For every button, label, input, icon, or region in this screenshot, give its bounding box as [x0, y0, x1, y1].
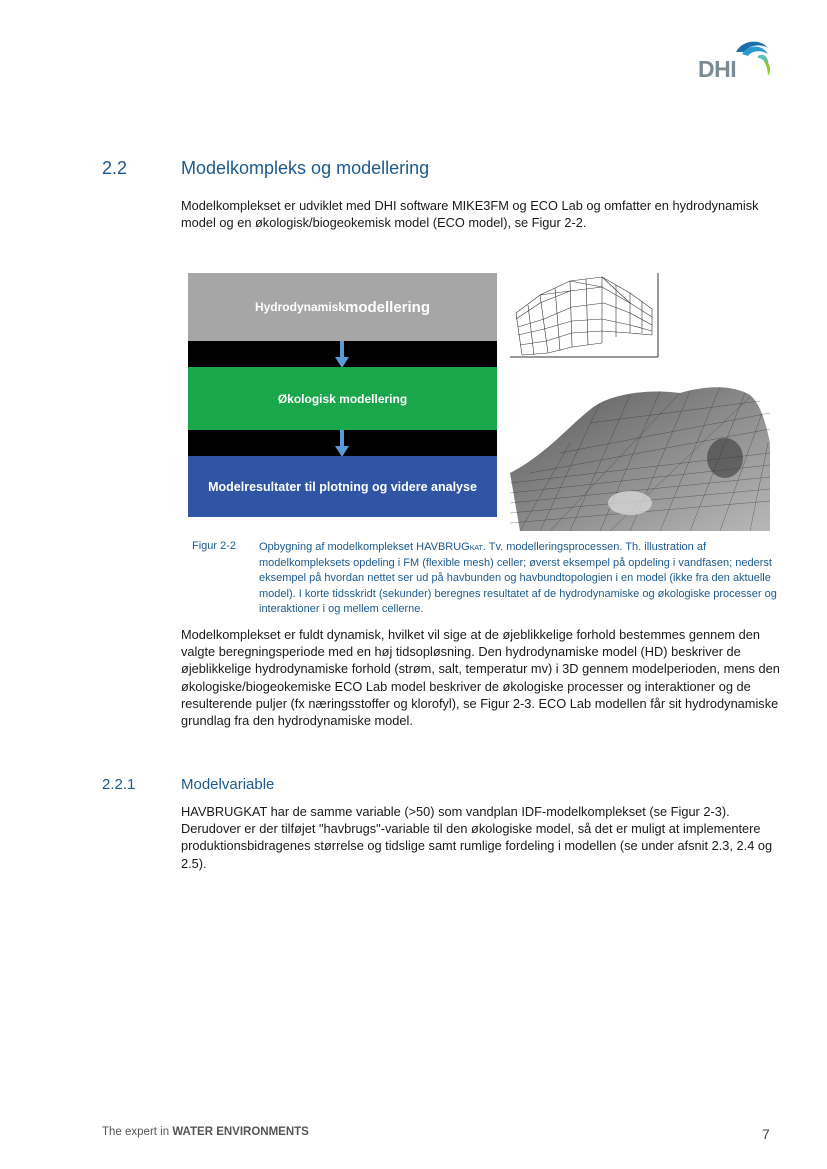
- mesh-seabed-image: [510, 383, 770, 531]
- caption-text-end: . Tv. modelleringsprocessen. Th. illustration af modelkompleksets opdeling i FM (flexible mesh) celler; øverst eksempel på opdeling i vandfasen; nederst eksempel på hvordan nettet ser ud på havbunden og havbundtopologien i en model (ikke fra den aktuelle model). I korte tidsskridt (sekunder) beregnes resultatet af de hydrodynamiske og økologiske processer og interaktioner i og mellem cellerne.: [259, 541, 777, 615]
- section-title: Modelkompleks og modellering: [181, 158, 430, 178]
- footer-tagline: [102, 1126, 309, 1138]
- footer-tagline-bold: WATER ENVIRONMENTS: [172, 1126, 309, 1138]
- figure-caption-label: Figur 2-2: [192, 540, 237, 552]
- arrow-down-icon: [335, 341, 349, 369]
- arrow-down-icon: [335, 430, 349, 458]
- caption-subscript: KAT: [469, 545, 483, 552]
- subsection-paragraph: HAVBRUGKAT har de samme variable (>50) som vandplan IDF-modelkomplekset (se Figur 2-3). Derudover er der tilføjet "havbrugs"-variable til den økologiske model, så det er muligt at implementere produktionsbidragenes størrelse og tidslige samt rumlige fordeling i modellen (se under afsnit 2.3, 2.4 og 2.5).: [181, 804, 773, 871]
- mesh-water-column-image: [510, 273, 660, 359]
- page-number: 7: [762, 1126, 770, 1142]
- process-diagram: [188, 273, 497, 517]
- subsection-title: Modelvariable: [181, 776, 275, 793]
- ecological-box: Økologisk modellering: [188, 367, 497, 430]
- hydrodynamic-box: [188, 273, 497, 341]
- intro-paragraph: Modelkomplekset er udviklet med DHI software MIKE3FM og ECO Lab og omfatter en hydrodynamisk model og en økologisk/biogeokemisk model (ECO model), se Figur 2-2.: [181, 198, 759, 231]
- figure-caption-text: [259, 540, 779, 617]
- caption-text-start: Opbygning af modelkomplekset HAVBRUG: [259, 541, 470, 553]
- logo-text: DHI: [698, 56, 737, 82]
- section-number: 2.2: [102, 158, 128, 178]
- hydrodynamic-box-prefix: Hydrodynamisk: [254, 300, 345, 314]
- body-paragraph: Modelkomplekset er fuldt dynamisk, hvilket vil sige at de øjeblikkelige forhold bestemmes gennem den valgte beregningsperiode med en høj tidsopløsning. Den hydrodynamiske model (HD) beskriver de øjeblikkelige hydrodynamiske forhold (strøm, salt, temperatur mv) i 3D gennem modelperioden, mens den økologiske/biogeokemiske ECO Lab model beskriver de økologiske processer og interaktioner og de resulterende puljer (fx næringsstoffer og klorofyl), se Figur 2-3. ECO Lab modellen får sit hydrodynamiske grundlag fra den hydrodynamiske model.: [181, 627, 780, 729]
- hydrodynamic-box-main: modellering: [345, 298, 431, 316]
- footer-tagline-prefix: The expert in: [102, 1126, 173, 1138]
- results-box: Modelresultater til plotning og videre analyse: [188, 456, 497, 517]
- subsection-number: 2.2.1: [102, 776, 136, 793]
